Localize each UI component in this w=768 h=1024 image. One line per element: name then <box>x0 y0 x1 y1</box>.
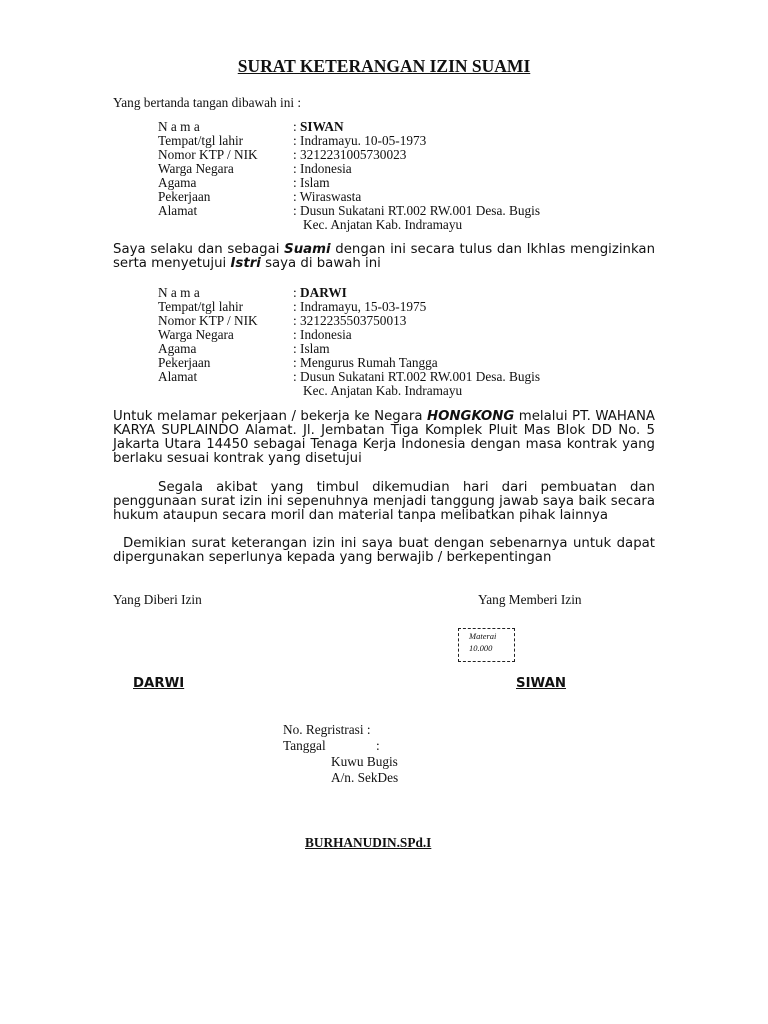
office-title: Kuwu Bugis <box>331 754 398 769</box>
receiver-label: Yang Diberi Izin <box>113 592 202 607</box>
label-nama: N a m a <box>158 119 200 134</box>
wife-address-line1: : Dusun Sukatani RT.002 RW.001 Desa. Bugis <box>293 369 541 384</box>
husband-address-line1: : Dusun Sukatani RT.002 RW.001 Desa. Bugis <box>293 203 541 218</box>
purpose-paragraph: Untuk melamar pekerjaan / bekerja ke Negara HONGKONG melalui PT. WAHANA KARYA SUPLAINDO Alamat. Jl. Jembatan Tiga Komplek Pluit Mas Blok DD No. 5 Jakarta Utara 14450 sebagai Tenaga Kerja Indonesia dengan masa kontrak yang berlaku sesuai kontrak yang disetujui <box>113 409 655 466</box>
husband-nik: : 3212231005730023 <box>293 147 407 162</box>
suami-word: Suami <box>284 242 331 257</box>
stamp-duty-box <box>458 628 515 662</box>
wife-name: DARWI <box>300 285 347 300</box>
label-address: Alamat <box>158 369 198 384</box>
wife-address-line2: Kec. Anjatan Kab. Indramayu <box>303 383 463 398</box>
letter-title: SURAT KETERANGAN IZIN SUAMI <box>237 56 531 76</box>
husband-name: SIWAN <box>300 119 344 134</box>
closing-paragraph: Demikian surat keterangan izin ini saya buat dengan sebenarnya untuk dapat dipergunakan seperlunya kepada yang berwajib / berkepentingan <box>113 536 655 565</box>
stamp-label: Materai <box>469 631 497 641</box>
giver-signature-name: SIWAN <box>516 676 567 691</box>
wife-job: : Mengurus Rumah Tangga <box>293 355 438 370</box>
istri-word: Istri <box>230 256 261 271</box>
label-nik: Nomor KTP / NIK <box>158 147 258 162</box>
label-job: Pekerjaan <box>158 355 211 370</box>
label-citizenship: Warga Negara <box>158 327 234 342</box>
on-behalf-title: A/n. SekDes <box>331 770 399 785</box>
label-birth: Tempat/tgl lahir <box>158 133 244 148</box>
wife-religion: : Islam <box>293 341 330 356</box>
official-signature-name: BURHANUDIN.SPd.I <box>305 835 432 850</box>
husband-religion: : Islam <box>293 175 330 190</box>
husband-birth: : Indramayu. 10-05-1973 <box>293 133 427 148</box>
consent-paragraph: Saya selaku dan sebagai Suami dengan ini secara tulus dan Ikhlas mengizinkan serta menyetujui Istri saya di bawah ini <box>113 242 655 271</box>
wife-citizenship: : Indonesia <box>293 327 352 342</box>
label-religion: Agama <box>158 175 197 190</box>
label-nama: N a m a <box>158 285 200 300</box>
wife-nik: : 3212235503750013 <box>293 313 407 328</box>
liability-paragraph: Segala akibat yang timbul dikemudian hari dari pembuatan dan penggunaan surat izin ini sepenuhnya menjadi tanggung jawab saya baik secara hukum ataupun secara moril dan material tanpa melibatkan pihak lainnya <box>113 480 655 523</box>
label-nik: Nomor KTP / NIK <box>158 313 258 328</box>
label-address: Alamat <box>158 203 198 218</box>
giver-label: Yang Memberi Izin <box>478 592 582 607</box>
label-job: Pekerjaan <box>158 189 211 204</box>
label-birth: Tempat/tgl lahir <box>158 299 244 314</box>
label-citizenship: Warga Negara <box>158 161 234 176</box>
husband-address-line2: Kec. Anjatan Kab. Indramayu <box>303 217 463 232</box>
registration-number-label: No. Regristrasi : <box>283 722 371 737</box>
wife-birth: : Indramayu, 15-03-1975 <box>293 299 427 314</box>
country-name: HONGKONG <box>426 409 515 424</box>
label-religion: Agama <box>158 341 197 356</box>
receiver-signature-name: DARWI <box>133 676 185 691</box>
husband-job: : Wiraswasta <box>293 189 362 204</box>
registration-date-colon: : <box>376 738 380 753</box>
intro-text: Yang bertanda tangan dibawah ini : <box>113 95 302 110</box>
registration-date-label: Tanggal <box>283 738 326 753</box>
stamp-value: 10.000 <box>469 643 493 653</box>
husband-citizenship: : Indonesia <box>293 161 352 176</box>
